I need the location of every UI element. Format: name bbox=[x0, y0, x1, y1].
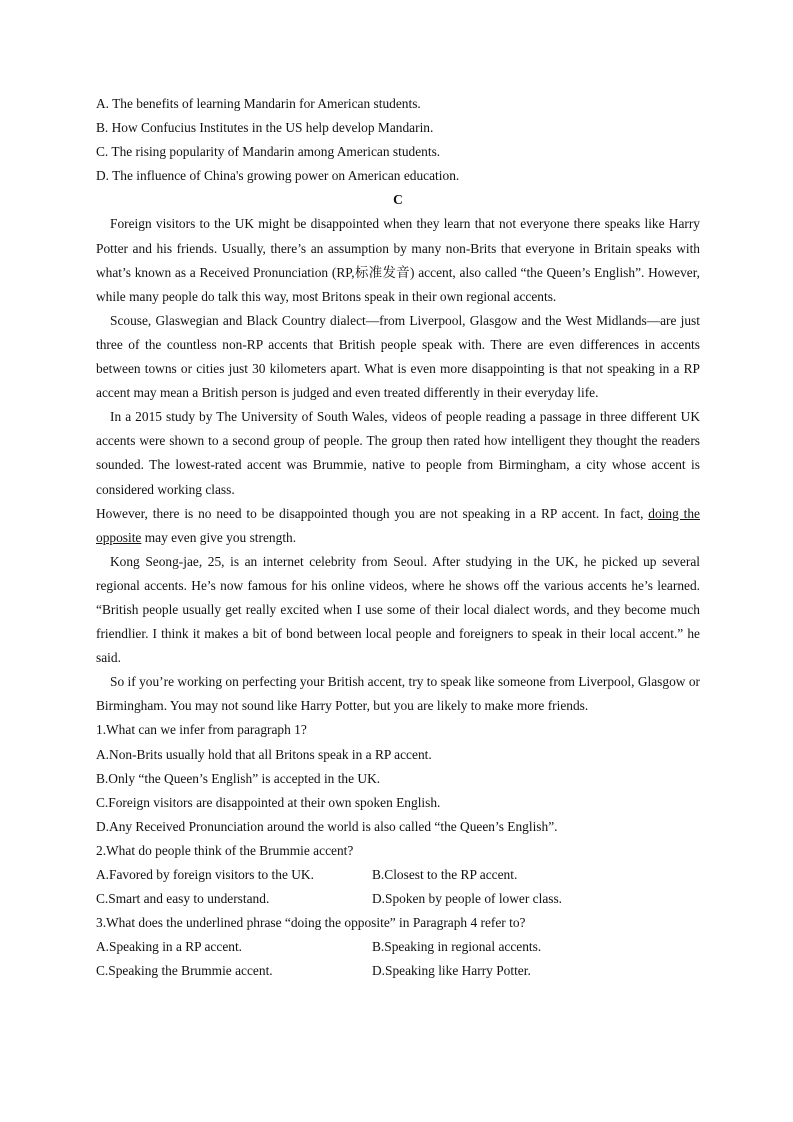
q3-options-row-2 bbox=[96, 959, 700, 983]
q3-option-b: B.Speaking in regional accents. bbox=[372, 939, 542, 955]
q2-option-b: B.Closest to the RP accent. bbox=[372, 867, 518, 882]
q3-option-d: D.Speaking like Harry Potter. bbox=[372, 963, 531, 979]
prev-option-c: C. The rising popularity of Mandarin among American students. bbox=[96, 144, 441, 160]
q2-options-row-1 bbox=[96, 863, 700, 887]
paragraph-4 bbox=[96, 502, 700, 550]
prev-option-a: A. The benefits of learning Mandarin for American students. bbox=[96, 96, 421, 111]
q1-option-d: D.Any Received Pronunciation around the world is also called “the Queen’s English”. bbox=[96, 818, 558, 834]
prev-option-b: B. How Confucius Institutes in the US help develop Mandarin. bbox=[96, 120, 434, 136]
q3-options-row-1 bbox=[96, 935, 700, 959]
q3-option-a: A.Speaking in a RP accent. bbox=[96, 939, 243, 955]
q1-option-a: A.Non-Brits usually hold that all Britons speak in a RP accent. bbox=[96, 746, 432, 762]
question-2: 2.What do people think of the Brummie accent? bbox=[96, 842, 354, 858]
q2-option-a: A.Favored by foreign visitors to the UK. bbox=[96, 867, 314, 882]
q2-options-row-2 bbox=[96, 887, 700, 911]
underlined-phrase: doing the opposite bbox=[96, 505, 700, 545]
paragraph-4-end: may even give you strength. bbox=[141, 529, 297, 545]
document-page bbox=[96, 92, 700, 983]
prev-option-d: D. The influence of China's growing power on American education. bbox=[96, 168, 460, 184]
section-heading: C bbox=[393, 192, 403, 208]
paragraph-1: Foreign visitors to the UK might be disappointed when they learn that not everyone there speaks like Harry Potter and his friends. Usually, there’s an assumption by many non-Brits that everyone in Britain speaks with what’s known as a Received Pronunciation (RP,标准发音) accent, also called “the Queen’s English”. However, while many people do talk this way, most Britons speak in their own regional accents. bbox=[96, 216, 700, 304]
q1-option-b: B.Only “the Queen’s English” is accepted in the UK. bbox=[96, 770, 381, 786]
question-1: 1.What can we infer from paragraph 1? bbox=[96, 722, 307, 738]
q2-option-d: D.Spoken by people of lower class. bbox=[372, 891, 563, 907]
paragraph-4-start: However, there is no need to be disappointed though you are not speaking in a RP accent. In fact, bbox=[96, 505, 649, 521]
question-3: 3.What does the underlined phrase “doing the opposite” in Paragraph 4 refer to? bbox=[96, 915, 526, 931]
q2-option-c: C.Smart and easy to understand. bbox=[96, 891, 270, 907]
paragraph-2: Scouse, Glaswegian and Black Country dialect—from Liverpool, Glasgow and the West Midlands—are just three of the countless non-RP accents that British people speak with. There are even differences in accents between towns or cities just 30 kilometers apart. What is even more disappointing is that not speaking in a RP accent may mean a British person is judged and even treated differently in their everyday life. bbox=[96, 312, 700, 401]
paragraph-6: So if you’re working on perfecting your British accent, try to speak like someone from Liverpool, Glasgow or Birmingham. You may not sound like Harry Potter, but you are likely to make more friends. bbox=[96, 674, 700, 714]
paragraph-5: Kong Seong-jae, 25, is an internet celebrity from Seoul. After studying in the UK, he picked up several regional accents. He’s now famous for his online videos, where he shows off the various accents he’s learned. “British people usually get really excited when I use some of their local dialect words, and they become much friendlier. I think it makes a bit of bond between local people and foreigners to speak in their local accent.” he said. bbox=[96, 553, 700, 666]
q3-option-c: C.Speaking the Brummie accent. bbox=[96, 963, 273, 979]
paragraph-3: In a 2015 study by The University of South Wales, videos of people reading a passage in three different UK accents were shown to a second group of people. The group then rated how intelligent they thought the readers sounded. The lowest-rated accent was Brummie, native to people from Birmingham, a city whose accent is considered working class. bbox=[96, 409, 700, 497]
q1-option-c: C.Foreign visitors are disappointed at their own spoken English. bbox=[96, 794, 441, 810]
